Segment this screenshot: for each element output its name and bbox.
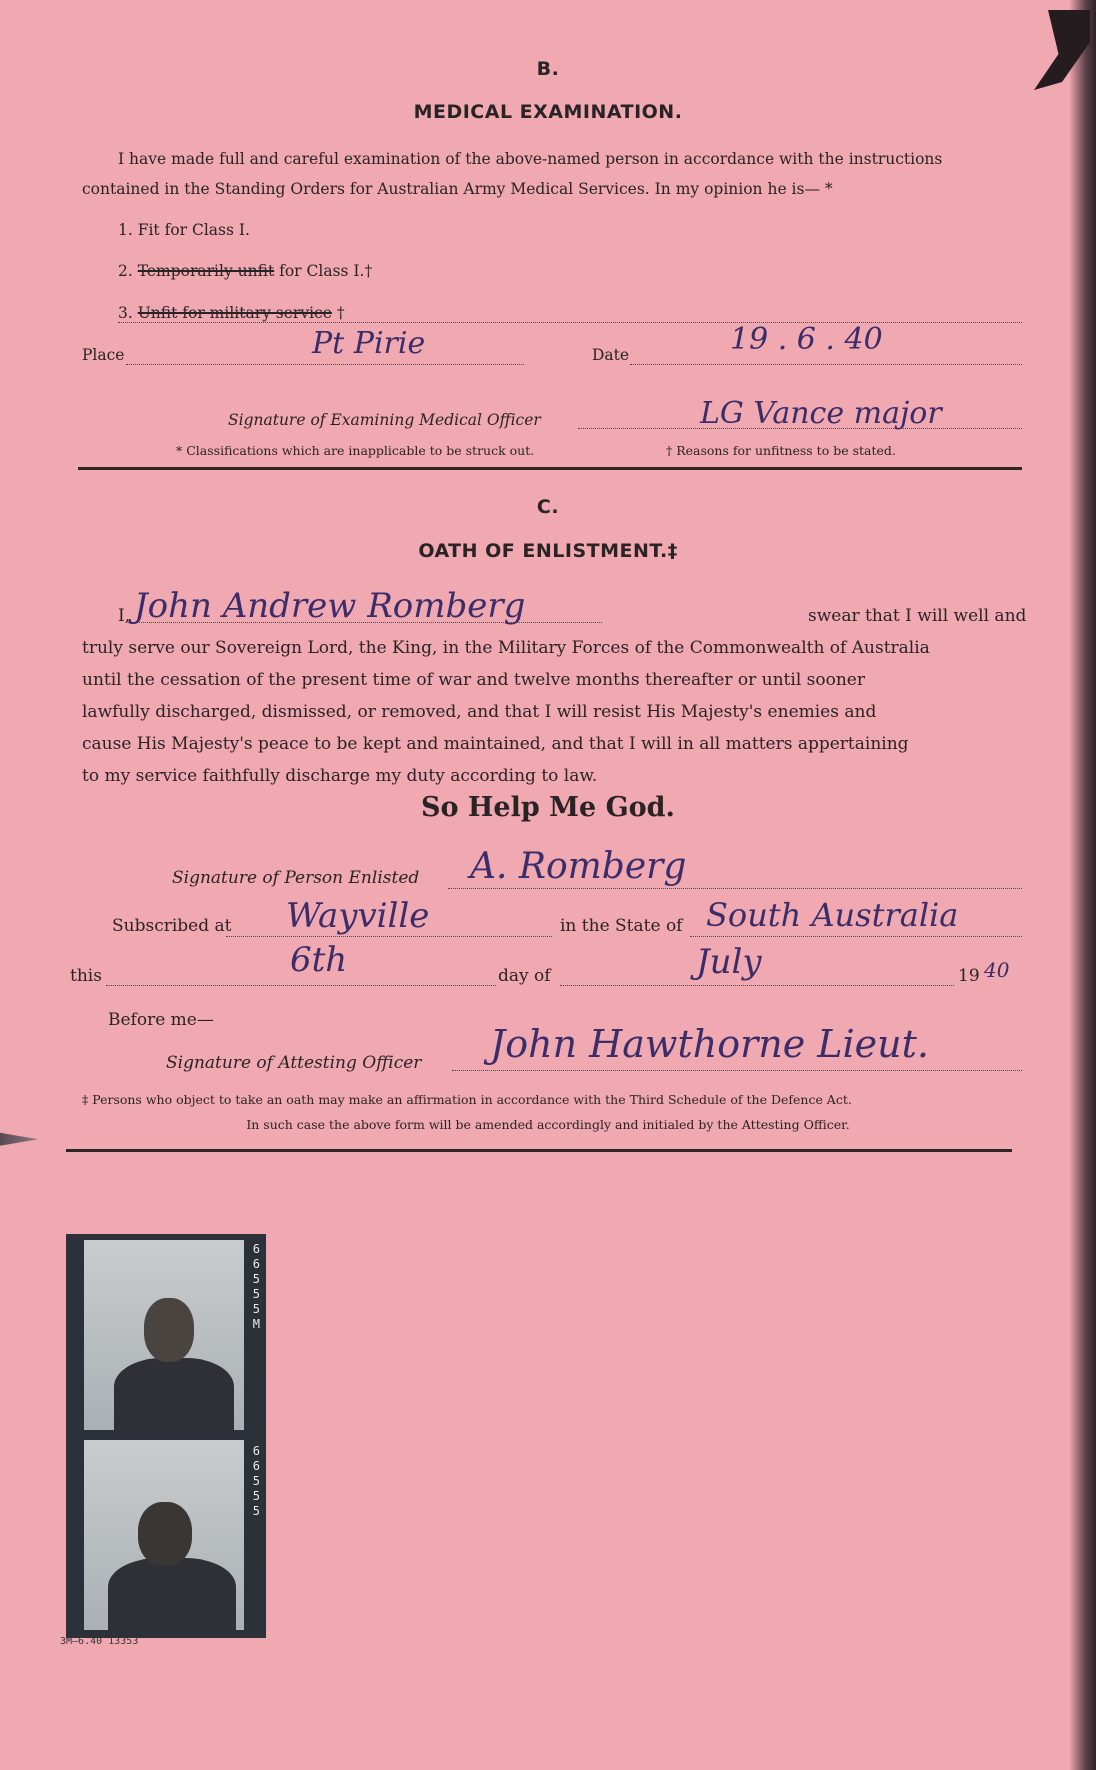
attesting-signature-line	[452, 1070, 1022, 1071]
year-handwritten: 40	[984, 958, 1010, 982]
film-code-label: 3M—6.40 13353	[60, 1636, 139, 1647]
day-handwritten: 6th	[290, 940, 348, 980]
state-line	[690, 936, 1022, 937]
place-label: Place	[82, 346, 125, 364]
class-2-rest: for Class I.†	[274, 262, 373, 280]
attesting-officer-signature: John Hawthorne Lieut.	[490, 1022, 929, 1066]
section-b-letter: B.	[536, 58, 560, 80]
class-3-number: 3.	[118, 304, 138, 322]
month-line	[560, 985, 954, 986]
class-3-unfit	[118, 304, 1022, 323]
section-divider-1	[78, 467, 1022, 470]
oath-line-2: truly serve our Sovereign Lord, the King, in the Military Forces of the Commonwealth of Australia	[82, 638, 930, 658]
before-me-label: Before me—	[108, 1010, 214, 1030]
oath-footnote-2: In such case the above form will be amended accordingly and initialed by the Attesting Officer.	[246, 1117, 850, 1132]
class-2-temporarily-unfit	[118, 262, 372, 280]
examining-officer-signature: LG Vance major	[700, 396, 942, 431]
person-enlisted-signature: A. Romberg	[470, 846, 687, 887]
person-enlisted-label: Signature of Person Enlisted	[172, 868, 420, 888]
subscribed-at-label: Subscribed at	[112, 916, 232, 936]
enlistment-photo-strip	[66, 1234, 266, 1638]
medical-intro-line2: contained in the Standing Orders for Australian Army Medical Services. In my opinion he is— *	[82, 180, 833, 198]
oath-line-3: until the cessation of the present time of war and twelve months thereafter or until sooner	[82, 670, 865, 690]
oath-line-5: cause His Majesty's peace to be kept and maintained, and that I will in all matters appertaining	[82, 734, 909, 754]
oath-line-4: lawfully discharged, dismissed, or removed, and that I will resist His Majesty's enemies and	[82, 702, 877, 722]
person-enlisted-line	[448, 888, 1022, 889]
so-help-me-god: So Help Me God.	[421, 792, 675, 823]
month-handwritten: July	[696, 942, 762, 982]
class-2-struck-text: Temporarily unfit	[137, 262, 275, 280]
day-line	[106, 985, 496, 986]
this-label: this	[70, 966, 102, 986]
attesting-officer-label: Signature of Attesting Officer	[166, 1053, 422, 1073]
section-divider-2	[66, 1149, 1012, 1152]
medical-examination-title: MEDICAL EXAMINATION.	[413, 101, 683, 123]
photo-frame-front	[84, 1240, 244, 1430]
photo-frame-profile	[84, 1440, 244, 1630]
paper-edge-shadow	[1070, 0, 1096, 1770]
class-3-rest: †	[331, 304, 345, 322]
film-ticks-bottom: 6 6 5 5 5	[252, 1444, 260, 1518]
state-handwritten: South Australia	[706, 896, 959, 934]
medical-intro-line1: I have made full and careful examination of the above-named person in accordance with the instructions	[118, 150, 943, 168]
oath-footnote-1: ‡ Persons who object to take an oath may make an affirmation in accordance with the Third Schedule of the Defence Act.	[82, 1092, 852, 1107]
oath-line-6: to my service faithfully discharge my duty according to law.	[82, 766, 598, 786]
subscribed-at-line	[226, 936, 552, 937]
footnote-reasons: † Reasons for unfitness to be stated.	[666, 443, 896, 458]
oath-name-prefix: I,	[118, 606, 131, 626]
examining-officer-label: Signature of Examining Medical Officer	[228, 411, 541, 429]
year-printed-prefix: 19	[958, 966, 980, 986]
oath-title: OATH OF ENLISTMENT.‡	[418, 540, 678, 562]
date-line	[630, 364, 1022, 365]
class-1-fit: 1. Fit for Class I.	[118, 221, 250, 239]
oath-name-handwritten: John Andrew Romberg	[134, 586, 526, 626]
date-handwritten: 19 . 6 . 40	[730, 322, 883, 357]
class-2-number: 2.	[118, 262, 138, 280]
film-ticks-top: 6 6 5 5 5 M	[252, 1242, 260, 1331]
place-handwritten: Pt Pirie	[312, 326, 426, 361]
date-label: Date	[592, 346, 630, 364]
footnote-inapplicable: * Classifications which are inapplicable to be struck out.	[176, 443, 535, 458]
section-c-letter: C.	[536, 496, 560, 518]
oath-swear-text: swear that I will well and	[808, 606, 1027, 626]
day-of-label: day of	[498, 966, 551, 986]
state-label: in the State of	[560, 916, 683, 936]
subscribed-at-handwritten: Wayville	[286, 896, 430, 936]
class-3-struck-text: Unfit for military service	[137, 304, 332, 322]
place-line	[126, 364, 524, 365]
